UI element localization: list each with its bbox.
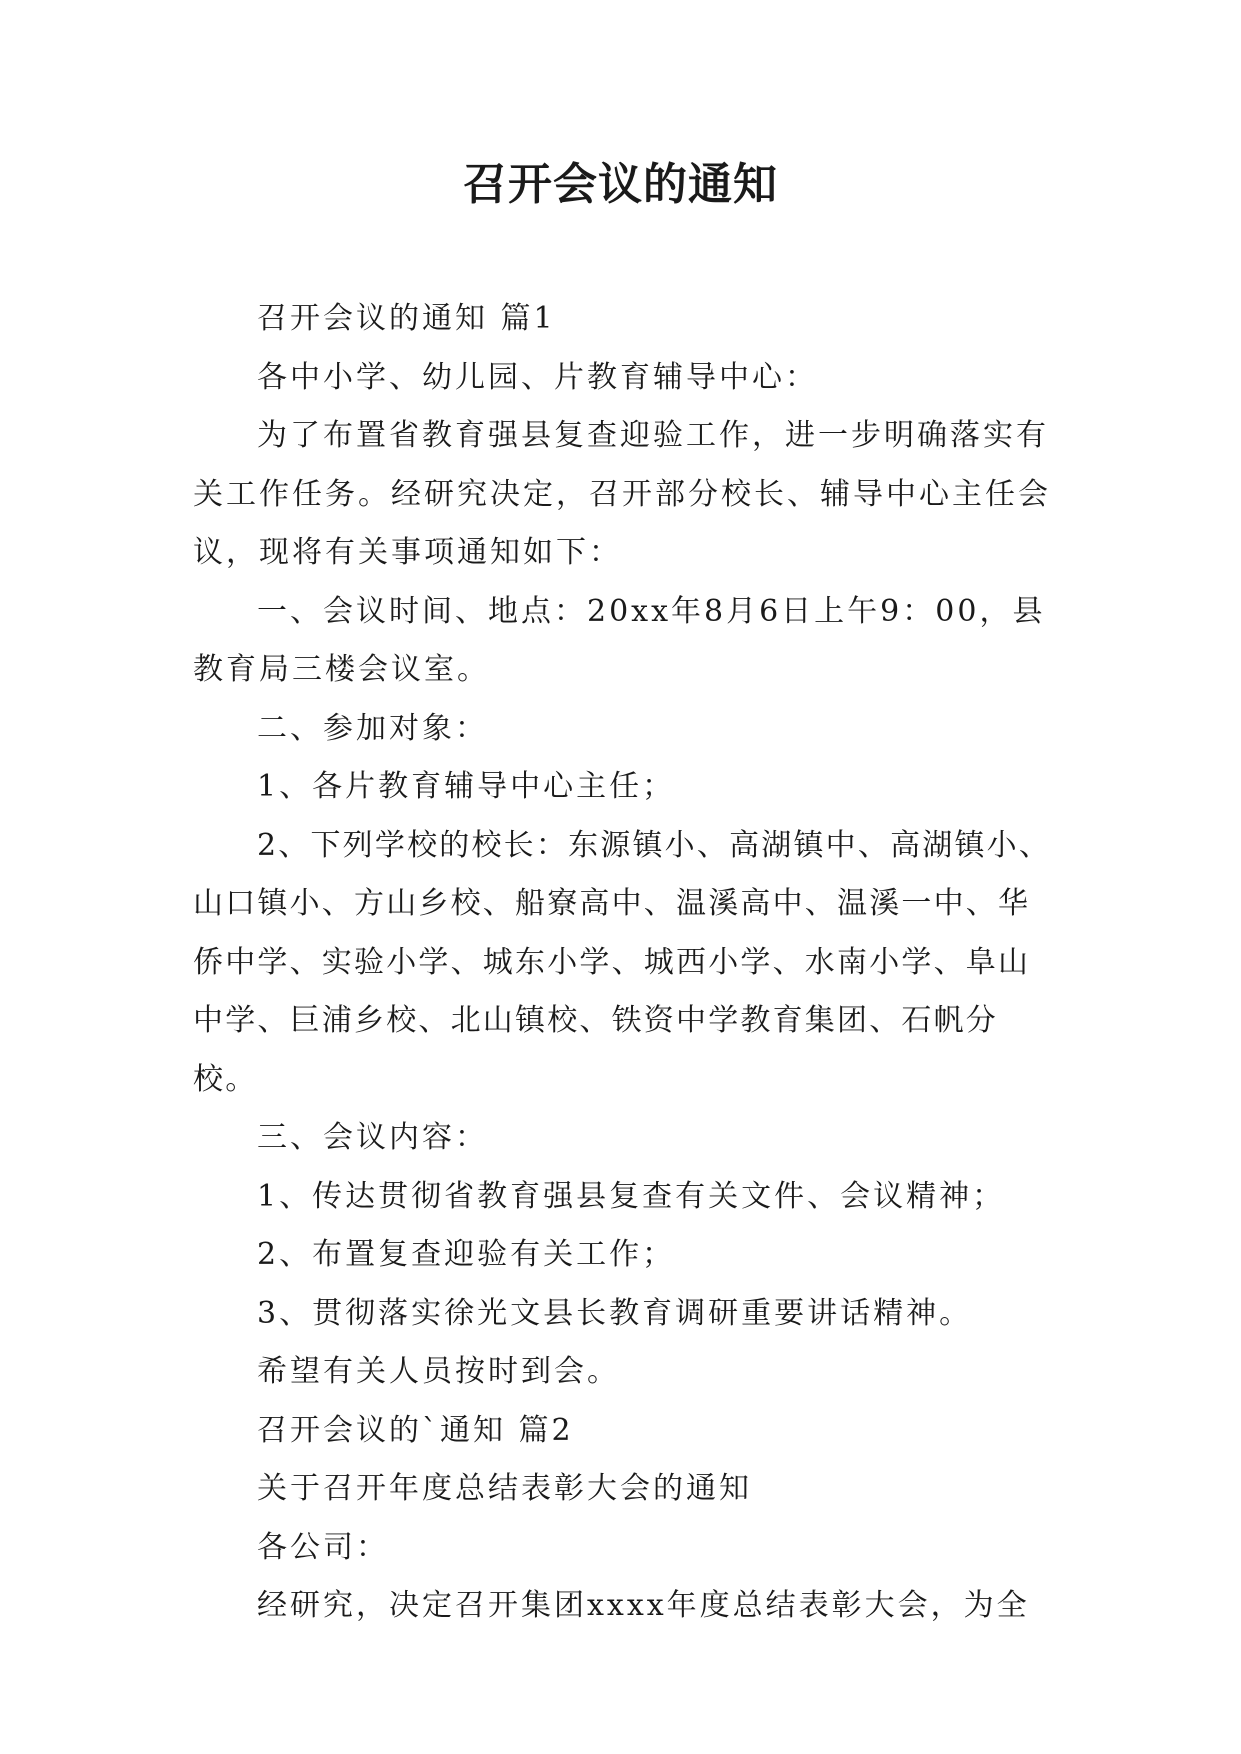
content-heading: 三、会议内容： [257,1120,488,1155]
salutation-1: 各中小学、幼儿园、片教育辅导中心： [257,359,818,395]
content-item-2: 2、布置复查迎验有关工作； [257,1237,676,1272]
section-heading-1: 召开会议的通知 篇1 [257,301,556,336]
attendees-item-2: 2、下列学校的校长：东源镇小、高湖镇中、高湖镇小、山口镇小、方山乡校、船寮高中、温溪高中、温溪一中、华侨中学、实验小学、城东小学、城西小学、水南小学、阜山中学、巨浦乡校、北山镇校、铁资中学教育集团、石帆分校。 [193,827,1052,1097]
salutation-2: 各公司： [257,1529,389,1565]
attendees-heading: 二、参加对象： [257,710,488,746]
meeting-time-place: 一、会议时间、地点：20xx年8月6日上午9：00，县教育局三楼会议室。 [193,593,1046,687]
document-title: 召开会议的通知 [463,159,778,210]
closing-note: 希望有关人员按时到会。 [257,1354,620,1389]
content-item-3: 3、贯彻落实徐光文县长教育调研重要讲话精神。 [257,1295,973,1331]
attendees-item-1: 1、各片教育辅导中心主任； [257,769,676,804]
section-heading-2: 召开会议的`通知 篇2 [257,1412,574,1448]
document-body [193,290,1057,1636]
notice-subtitle: 关于召开年度总结表彰大会的通知 [257,1471,752,1506]
content-item-1: 1、传达贯彻省教育强县复查有关文件、会议精神； [257,1178,1006,1214]
intro-paragraph: 为了布置省教育强县复查迎验工作，进一步明确落实有关工作任务。经研究决定，召开部分校长、辅导中心主任会议，现将有关事项通知如下： [193,418,1051,570]
notice-body-start: 经研究，决定召开集团xxxx年度总结表彰大会，为全 [257,1588,1030,1623]
